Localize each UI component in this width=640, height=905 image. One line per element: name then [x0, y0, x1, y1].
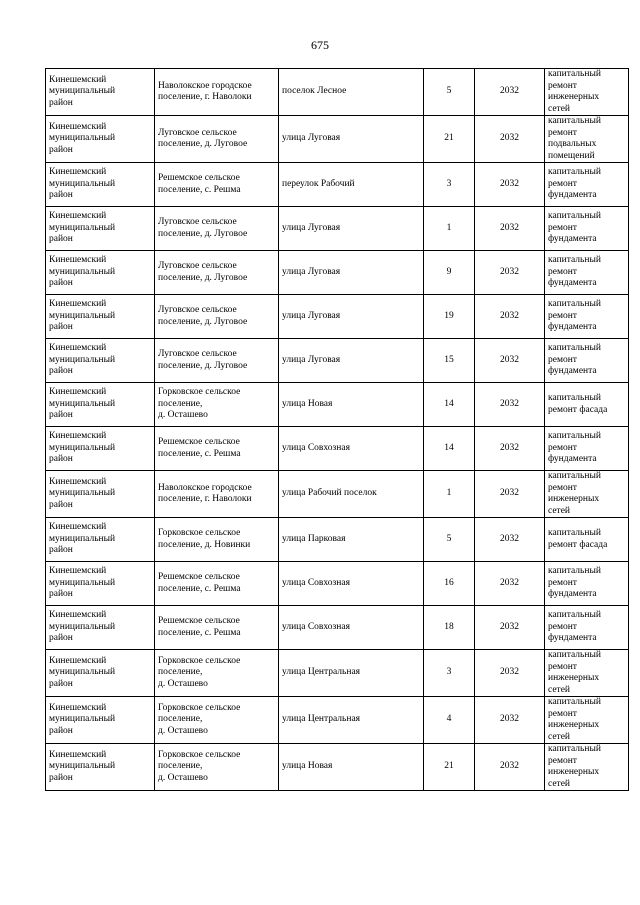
street-cell: улица Рабочий поселок — [279, 471, 424, 518]
table-row — [46, 163, 629, 207]
work-type-cell: капитальный ремонт подвальных помещений — [545, 116, 629, 163]
work-type-cell: капитальный ремонт фундамента — [545, 207, 629, 251]
district-cell: Кинешемский муниципальный район — [46, 650, 155, 697]
work-type-cell: капитальный ремонт фундамента — [545, 339, 629, 383]
house-number-cell: 4 — [424, 697, 475, 744]
street-cell: улица Новая — [279, 744, 424, 791]
year-cell: 2032 — [475, 471, 545, 518]
street-cell: улица Центральная — [279, 650, 424, 697]
year-cell: 2032 — [475, 383, 545, 427]
district-cell: Кинешемский муниципальный район — [46, 339, 155, 383]
settlement-cell: Решемское сельское поселение, с. Решма — [155, 427, 279, 471]
table-row — [46, 339, 629, 383]
street-cell: переулок Рабочий — [279, 163, 424, 207]
street-cell: улица Центральная — [279, 697, 424, 744]
work-type-cell: капитальный ремонт фундамента — [545, 562, 629, 606]
year-cell: 2032 — [475, 427, 545, 471]
district-cell: Кинешемский муниципальный район — [46, 471, 155, 518]
house-number-cell: 14 — [424, 427, 475, 471]
repair-registry-table — [45, 68, 629, 791]
year-cell: 2032 — [475, 650, 545, 697]
house-number-cell: 15 — [424, 339, 475, 383]
work-type-cell: капитальный ремонт фундамента — [545, 427, 629, 471]
settlement-cell: Луговское сельское поселение, д. Луговое — [155, 207, 279, 251]
district-cell: Кинешемский муниципальный район — [46, 744, 155, 791]
table-row — [46, 744, 629, 791]
district-cell: Кинешемский муниципальный район — [46, 69, 155, 116]
district-cell: Кинешемский муниципальный район — [46, 518, 155, 562]
district-cell: Кинешемский муниципальный район — [46, 606, 155, 650]
house-number-cell: 18 — [424, 606, 475, 650]
work-type-cell: капитальный ремонт фундамента — [545, 606, 629, 650]
house-number-cell: 9 — [424, 251, 475, 295]
district-cell: Кинешемский муниципальный район — [46, 207, 155, 251]
table-row — [46, 518, 629, 562]
settlement-cell: Горковское сельское поселение, д. Осташево — [155, 383, 279, 427]
settlement-cell: Решемское сельское поселение, с. Решма — [155, 606, 279, 650]
house-number-cell: 3 — [424, 650, 475, 697]
house-number-cell: 14 — [424, 383, 475, 427]
work-type-cell: капитальный ремонт фундамента — [545, 295, 629, 339]
settlement-cell: Наволокское городское поселение, г. Наволоки — [155, 69, 279, 116]
year-cell: 2032 — [475, 116, 545, 163]
street-cell: улица Луговая — [279, 207, 424, 251]
year-cell: 2032 — [475, 606, 545, 650]
settlement-cell: Наволокское городское поселение, г. Наволоки — [155, 471, 279, 518]
table-row — [46, 427, 629, 471]
house-number-cell: 5 — [424, 518, 475, 562]
work-type-cell: капитальный ремонт фасада — [545, 518, 629, 562]
district-cell: Кинешемский муниципальный район — [46, 163, 155, 207]
work-type-cell: капитальный ремонт инженерных сетей — [545, 744, 629, 791]
house-number-cell: 16 — [424, 562, 475, 606]
table-row — [46, 251, 629, 295]
work-type-cell: капитальный ремонт инженерных сетей — [545, 69, 629, 116]
street-cell: улица Совхозная — [279, 606, 424, 650]
house-number-cell: 21 — [424, 744, 475, 791]
table-row — [46, 295, 629, 339]
table-row — [46, 562, 629, 606]
house-number-cell: 1 — [424, 207, 475, 251]
year-cell: 2032 — [475, 251, 545, 295]
district-cell: Кинешемский муниципальный район — [46, 562, 155, 606]
table-row — [46, 697, 629, 744]
street-cell: улица Луговая — [279, 339, 424, 383]
district-cell: Кинешемский муниципальный район — [46, 697, 155, 744]
year-cell: 2032 — [475, 69, 545, 116]
settlement-cell: Луговское сельское поселение, д. Луговое — [155, 295, 279, 339]
work-type-cell: капитальный ремонт инженерных сетей — [545, 697, 629, 744]
house-number-cell: 1 — [424, 471, 475, 518]
settlement-cell: Луговское сельское поселение, д. Луговое — [155, 339, 279, 383]
house-number-cell: 19 — [424, 295, 475, 339]
work-type-cell: капитальный ремонт инженерных сетей — [545, 650, 629, 697]
year-cell: 2032 — [475, 562, 545, 606]
settlement-cell: Горковское сельское поселение, д. Осташево — [155, 650, 279, 697]
house-number-cell: 5 — [424, 69, 475, 116]
work-type-cell: капитальный ремонт фасада — [545, 383, 629, 427]
year-cell: 2032 — [475, 744, 545, 791]
table-row — [46, 471, 629, 518]
street-cell: улица Совхозная — [279, 427, 424, 471]
table-row — [46, 116, 629, 163]
page-number: 675 — [311, 38, 329, 52]
house-number-cell: 3 — [424, 163, 475, 207]
street-cell: улица Луговая — [279, 295, 424, 339]
district-cell: Кинешемский муниципальный район — [46, 116, 155, 163]
table-row — [46, 69, 629, 116]
street-cell: улица Луговая — [279, 251, 424, 295]
settlement-cell: Горковское сельское поселение, д. Осташево — [155, 744, 279, 791]
settlement-cell: Горковское сельское поселение, д. Новинки — [155, 518, 279, 562]
settlement-cell: Решемское сельское поселение, с. Решма — [155, 163, 279, 207]
street-cell: улица Новая — [279, 383, 424, 427]
work-type-cell: капитальный ремонт инженерных сетей — [545, 471, 629, 518]
table-row — [46, 650, 629, 697]
district-cell: Кинешемский муниципальный район — [46, 427, 155, 471]
settlement-cell: Горковское сельское поселение, д. Осташево — [155, 697, 279, 744]
year-cell: 2032 — [475, 207, 545, 251]
work-type-cell: капитальный ремонт фундамента — [545, 163, 629, 207]
year-cell: 2032 — [475, 697, 545, 744]
district-cell: Кинешемский муниципальный район — [46, 295, 155, 339]
settlement-cell: Луговское сельское поселение, д. Луговое — [155, 251, 279, 295]
year-cell: 2032 — [475, 295, 545, 339]
table-row — [46, 383, 629, 427]
year-cell: 2032 — [475, 339, 545, 383]
year-cell: 2032 — [475, 163, 545, 207]
street-cell: улица Луговая — [279, 116, 424, 163]
year-cell: 2032 — [475, 518, 545, 562]
street-cell: поселок Лесное — [279, 69, 424, 116]
settlement-cell: Решемское сельское поселение, с. Решма — [155, 562, 279, 606]
registry-table-body — [46, 69, 629, 791]
table-row — [46, 207, 629, 251]
district-cell: Кинешемский муниципальный район — [46, 251, 155, 295]
table-row — [46, 606, 629, 650]
settlement-cell: Луговское сельское поселение, д. Луговое — [155, 116, 279, 163]
house-number-cell: 21 — [424, 116, 475, 163]
work-type-cell: капитальный ремонт фундамента — [545, 251, 629, 295]
district-cell: Кинешемский муниципальный район — [46, 383, 155, 427]
street-cell: улица Совхозная — [279, 562, 424, 606]
street-cell: улица Парковая — [279, 518, 424, 562]
